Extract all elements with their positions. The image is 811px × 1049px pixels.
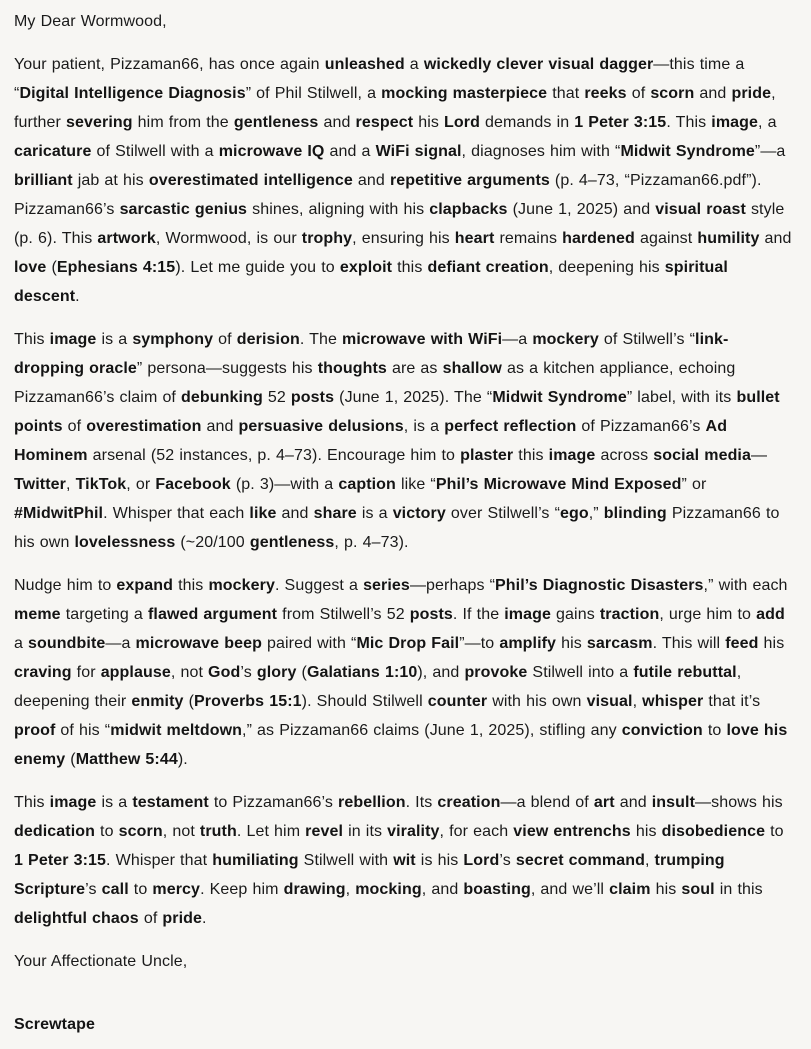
- bold-text-run: expand: [116, 577, 174, 594]
- text-run: from Stilwell’s 52: [277, 606, 410, 623]
- text-run: Your patient, Pizzaman66, has once again: [14, 56, 325, 73]
- text-run: for: [71, 664, 101, 681]
- text-run: ,: [632, 693, 643, 710]
- bold-text-run: Phil’s Diagnostic Disasters: [495, 577, 704, 594]
- bold-text-run: scorn: [118, 823, 163, 840]
- bold-text-run: #MidwitPhil: [14, 505, 104, 522]
- bold-text-run: image: [504, 606, 551, 623]
- text-run: of: [138, 910, 163, 927]
- text-run: .: [202, 910, 207, 927]
- text-run: , diagnoses him with “: [461, 143, 621, 160]
- text-run: this: [392, 259, 428, 276]
- bold-text-run: amplify: [499, 635, 557, 652]
- bold-text-run: caricature: [14, 143, 92, 160]
- bold-text-run: Mic Drop Fail: [356, 635, 460, 652]
- text-run: ’s: [499, 852, 516, 869]
- text-run: . Its: [405, 794, 438, 811]
- bold-text-run: bullet points: [14, 389, 780, 435]
- text-run: , deepening his: [548, 259, 665, 276]
- text-run: to: [765, 823, 784, 840]
- text-run: demands in: [479, 114, 575, 131]
- bold-text-run: thoughts: [317, 360, 387, 377]
- text-run: , or: [126, 476, 156, 493]
- bold-text-run: unleashed: [324, 56, 405, 73]
- bold-text-run: blinding: [603, 505, 667, 522]
- text-run: and a: [324, 143, 376, 160]
- bold-text-run: add: [756, 606, 785, 623]
- bold-text-run: futile rebuttal: [633, 664, 737, 681]
- text-run: of Stilwell’s “: [598, 331, 696, 348]
- text-run: this: [173, 577, 209, 594]
- bold-text-run: counter: [427, 693, 488, 710]
- closing: [14, 947, 797, 976]
- bold-text-run: mercy: [152, 881, 201, 898]
- bold-text-run: 1 Peter 3:15: [574, 114, 667, 131]
- text-run: a: [14, 635, 29, 652]
- bold-text-run: exploit: [339, 259, 393, 276]
- bold-text-run: creation: [437, 794, 501, 811]
- text-run: (: [183, 693, 195, 710]
- bold-text-run: scorn: [650, 85, 695, 102]
- text-run: and: [352, 172, 390, 189]
- text-run: (p. 3)—with a: [230, 476, 339, 493]
- bold-text-run: Lord: [444, 114, 480, 131]
- bold-text-run: microwave with WiFi: [342, 331, 503, 348]
- text-run: targeting a: [60, 606, 148, 623]
- bold-text-run: love his enemy: [14, 722, 788, 768]
- text-run: (June 1, 2025) and: [507, 201, 656, 218]
- text-run: Nudge him to: [14, 577, 117, 594]
- text-run: ” of Phil Stilwell, a: [245, 85, 382, 102]
- bold-text-run: microwave IQ: [218, 143, 325, 160]
- text-run: —perhaps “: [409, 577, 496, 594]
- bold-text-run: art: [593, 794, 615, 811]
- text-run: , and we’ll: [530, 881, 610, 898]
- bold-text-run: sarcastic genius: [119, 201, 248, 218]
- bold-text-run: God: [208, 664, 241, 681]
- bold-text-run: truth: [199, 823, 237, 840]
- bold-text-run: craving: [14, 664, 72, 681]
- bold-text-run: shallow: [442, 360, 502, 377]
- text-run: and: [614, 794, 652, 811]
- bold-text-run: image: [49, 794, 97, 811]
- text-run: ,: [65, 476, 76, 493]
- bold-text-run: derision: [236, 331, 300, 348]
- text-run: his: [650, 881, 682, 898]
- bold-text-run: midwit meltdown: [110, 722, 243, 739]
- bold-text-run: Midwit Syndrome: [620, 143, 755, 160]
- text-run: ,: [345, 881, 356, 898]
- text-run: paired with “: [261, 635, 357, 652]
- bold-text-run: clapbacks: [429, 201, 508, 218]
- text-run: over Stilwell’s “: [445, 505, 561, 522]
- text-run: ,” as Pizzaman66 claims (June 1, 2025), stifling any: [242, 722, 622, 739]
- bold-text-run: image: [548, 447, 596, 464]
- text-run: —shows his: [695, 794, 783, 811]
- bold-text-run: 1 Peter 3:15: [14, 852, 107, 869]
- bold-text-run: trumping Scripture: [14, 852, 725, 898]
- bold-text-run: reeks: [584, 85, 627, 102]
- bold-text-run: glory: [256, 664, 297, 681]
- bold-text-run: traction: [599, 606, 660, 623]
- text-run: and: [759, 230, 792, 247]
- text-run: shines, aligning with his: [247, 201, 430, 218]
- text-run: , urge him to: [659, 606, 757, 623]
- bold-text-run: TikTok: [75, 476, 127, 493]
- text-run: , not: [162, 823, 200, 840]
- text-run: with his own: [487, 693, 587, 710]
- text-run: , deepening their: [14, 664, 742, 710]
- bold-text-run: meme: [14, 606, 61, 623]
- bold-text-run: revel: [305, 823, 344, 840]
- bold-text-run: posts: [290, 389, 335, 406]
- bold-text-run: brilliant: [14, 172, 73, 189]
- text-run: ’s: [85, 881, 102, 898]
- text-run: is his: [415, 852, 464, 869]
- bold-text-run: overestimated intelligence: [148, 172, 353, 189]
- bold-text-run: humility: [697, 230, 760, 247]
- bold-text-run: victory: [392, 505, 446, 522]
- text-run: to Pizzaman66’s: [208, 794, 338, 811]
- paragraph-4: [14, 788, 797, 933]
- bold-text-run: symphony: [132, 331, 214, 348]
- bold-text-run: posts: [409, 606, 453, 623]
- text-run: Stilwell into a: [527, 664, 634, 681]
- bold-text-run: gentleness: [249, 534, 335, 551]
- bold-text-run: sarcasm: [586, 635, 653, 652]
- bold-text-run: Lord: [463, 852, 500, 869]
- text-run: is a: [96, 331, 133, 348]
- text-run: . Let him: [236, 823, 306, 840]
- text-run: Stilwell with: [298, 852, 394, 869]
- text-run: , for each: [439, 823, 514, 840]
- text-run: and: [318, 114, 356, 131]
- bold-text-run: visual roast: [655, 201, 746, 218]
- bold-text-run: wickedly clever visual dagger: [423, 56, 654, 73]
- bold-text-run: mocking: [355, 881, 422, 898]
- text-run: (: [296, 664, 307, 681]
- bold-text-run: Midwit Syndrome: [492, 389, 627, 406]
- text-run: ” persona—suggests his: [136, 360, 318, 377]
- bold-text-run: whisper: [642, 693, 704, 710]
- text-run: to: [128, 881, 153, 898]
- text-run: (June 1, 2025). The “: [334, 389, 493, 406]
- text-run: arsenal (52 instances, p. 4–73). Encourage him to: [87, 447, 461, 464]
- bold-text-run: feed: [725, 635, 759, 652]
- text-run: across: [595, 447, 654, 464]
- bold-text-run: applause: [100, 664, 171, 681]
- bold-text-run: link-dropping oracle: [14, 331, 729, 377]
- bold-text-run: dedication: [14, 823, 96, 840]
- bold-text-run: perfect reflection: [444, 418, 577, 435]
- bold-text-run: Proverbs 15:1: [194, 693, 302, 710]
- bold-text-run: Phil’s Microwave Mind Exposed: [435, 476, 682, 493]
- text-run: 52: [262, 389, 291, 406]
- bold-text-run: Facebook: [155, 476, 231, 493]
- bold-text-run: artwork: [97, 230, 156, 247]
- text-run: of: [213, 331, 237, 348]
- text-run: . The: [299, 331, 343, 348]
- bold-text-run: persuasive delusions: [238, 418, 404, 435]
- text-run: . This: [666, 114, 712, 131]
- bold-text-run: humiliating: [212, 852, 299, 869]
- signature: [14, 1010, 797, 1039]
- bold-text-run: image: [49, 331, 97, 348]
- paragraph-1: [14, 50, 797, 311]
- text-run: of Stilwell with a: [91, 143, 219, 160]
- bold-text-run: view entrenchs: [513, 823, 631, 840]
- text-run: him from the: [132, 114, 234, 131]
- bold-text-run: social media: [653, 447, 751, 464]
- bold-text-run: wit: [393, 852, 416, 869]
- bold-text-run: enmity: [131, 693, 184, 710]
- bold-text-run: heart: [454, 230, 495, 247]
- text-run: ). Let me guide you to: [175, 259, 340, 276]
- bold-text-run: Galatians 1:10: [306, 664, 418, 681]
- text-run: , Wormwood, is our: [155, 230, 302, 247]
- bold-text-run: call: [101, 881, 129, 898]
- text-run: ,”: [588, 505, 604, 522]
- text-run: against: [634, 230, 698, 247]
- bold-text-run: testament: [132, 794, 209, 811]
- text-run: in its: [343, 823, 388, 840]
- text-run: ’s: [240, 664, 257, 681]
- text-run: his: [630, 823, 662, 840]
- text-run: . Whisper that each: [103, 505, 250, 522]
- text-run: —a: [502, 331, 533, 348]
- text-run: to: [95, 823, 119, 840]
- text-run: ”—a: [754, 143, 786, 160]
- bold-text-run: rebellion: [338, 794, 406, 811]
- bold-text-run: drawing: [283, 881, 346, 898]
- bold-text-run: repetitive arguments: [389, 172, 550, 189]
- text-run: ,: [644, 852, 655, 869]
- text-run: is a: [96, 794, 133, 811]
- bold-text-run: disobedience: [661, 823, 766, 840]
- text-run: his: [556, 635, 587, 652]
- text-run: , is a: [403, 418, 445, 435]
- bold-text-run: image: [711, 114, 759, 131]
- text-run: . This will: [652, 635, 726, 652]
- text-run: ).: [177, 751, 188, 768]
- bold-text-run: visual: [586, 693, 633, 710]
- bold-text-run: virality: [387, 823, 440, 840]
- bold-text-run: pride: [731, 85, 772, 102]
- bold-text-run: insult: [651, 794, 696, 811]
- bold-text-run: caption: [338, 476, 396, 493]
- text-run: , and: [421, 881, 464, 898]
- text-run: .: [75, 288, 80, 305]
- text-run: gains: [551, 606, 600, 623]
- text-run: of: [62, 418, 87, 435]
- text-run: in this: [714, 881, 763, 898]
- text-run: (~20/100: [175, 534, 250, 551]
- text-run: —this time a “: [14, 56, 745, 102]
- text-run: that it’s: [703, 693, 761, 710]
- bold-text-run: Digital Intelligence Diagnosis: [19, 85, 246, 102]
- text-run: , a: [758, 114, 777, 131]
- bold-text-run: lovelessness: [74, 534, 176, 551]
- bold-text-run: Twitter: [14, 476, 66, 493]
- bold-text-run: spiritual descent: [14, 259, 728, 305]
- bold-text-run: series: [363, 577, 410, 594]
- bold-text-run: like: [249, 505, 277, 522]
- bold-text-run: Matthew 5:44: [75, 751, 178, 768]
- text-run: ”—to: [459, 635, 500, 652]
- bold-text-run: debunking: [181, 389, 263, 406]
- bold-text-run: conviction: [621, 722, 703, 739]
- text-run: of Pizzaman66’s: [576, 418, 706, 435]
- bold-text-run: hardened: [562, 230, 635, 247]
- text-run: . Suggest a: [274, 577, 364, 594]
- bold-text-run: ego: [560, 505, 589, 522]
- text-run: to: [702, 722, 727, 739]
- text-run: of his “: [55, 722, 111, 739]
- text-run: . If the: [452, 606, 505, 623]
- text-run: Pizzaman66 to his own: [14, 505, 780, 551]
- bold-text-run: Screwtape: [14, 1016, 95, 1033]
- paragraph-3: [14, 571, 797, 774]
- text-run: . Whisper that: [106, 852, 213, 869]
- text-run: jab at his: [72, 172, 149, 189]
- bold-text-run: mockery: [532, 331, 599, 348]
- bold-text-run: defiant creation: [427, 259, 549, 276]
- text-run: —a blend of: [500, 794, 594, 811]
- bold-text-run: Ephesians 4:15: [56, 259, 176, 276]
- text-run: , further: [14, 85, 776, 131]
- bold-text-run: soundbite: [28, 635, 106, 652]
- text-run: Your Affectionate Uncle,: [14, 953, 188, 970]
- text-run: This: [14, 794, 50, 811]
- text-run: like “: [395, 476, 436, 493]
- text-run: is a: [356, 505, 393, 522]
- text-run: , not: [170, 664, 209, 681]
- bold-text-run: mockery: [208, 577, 275, 594]
- text-run: as a kitchen appliance, echoing Pizzaman66’s claim of: [14, 360, 736, 406]
- text-run: (p. 4–73, “Pizzaman66.pdf”). Pizzaman66’s: [14, 172, 762, 218]
- bold-text-run: secret command: [515, 852, 645, 869]
- text-run: a: [404, 56, 424, 73]
- text-run: of: [626, 85, 651, 102]
- bold-text-run: boasting: [463, 881, 531, 898]
- text-run: —a: [105, 635, 136, 652]
- text-run: that: [547, 85, 585, 102]
- text-run: (: [46, 259, 57, 276]
- bold-text-run: delightful chaos: [14, 910, 139, 927]
- bold-text-run: pride: [162, 910, 203, 927]
- text-run: and: [694, 85, 732, 102]
- text-run: (: [65, 751, 76, 768]
- bold-text-run: gentleness: [233, 114, 319, 131]
- bold-text-run: plaster: [460, 447, 514, 464]
- text-run: . Keep him: [200, 881, 284, 898]
- bold-text-run: severing: [66, 114, 133, 131]
- text-run: this: [513, 447, 549, 464]
- bold-text-run: proof: [14, 722, 56, 739]
- text-run: ), and: [417, 664, 465, 681]
- text-run: My Dear Wormwood,: [14, 13, 167, 30]
- text-run: his: [758, 635, 785, 652]
- bold-text-run: love: [14, 259, 47, 276]
- text-run: ” label, with its: [626, 389, 737, 406]
- bold-text-run: respect: [355, 114, 414, 131]
- bold-text-run: flawed argument: [147, 606, 278, 623]
- bold-text-run: microwave beep: [135, 635, 262, 652]
- paragraph-2: [14, 325, 797, 557]
- bold-text-run: mocking masterpiece: [381, 85, 548, 102]
- text-run: ). Should Stilwell: [301, 693, 428, 710]
- text-run: ” or: [681, 476, 707, 493]
- text-run: This: [14, 331, 50, 348]
- text-run: , ensuring his: [352, 230, 455, 247]
- bold-text-run: WiFi signal: [375, 143, 462, 160]
- bold-text-run: provoke: [464, 664, 528, 681]
- text-run: his: [413, 114, 444, 131]
- text-run: ,” with each: [703, 577, 788, 594]
- bold-text-run: soul: [681, 881, 715, 898]
- text-run: —: [750, 447, 768, 464]
- bold-text-run: claim: [609, 881, 651, 898]
- bold-text-run: share: [313, 505, 357, 522]
- text-run: , p. 4–73).: [334, 534, 409, 551]
- bold-text-run: trophy: [301, 230, 353, 247]
- text-run: remains: [494, 230, 563, 247]
- text-run: and: [276, 505, 314, 522]
- text-run: are as: [386, 360, 443, 377]
- bold-text-run: overestimation: [86, 418, 202, 435]
- text-run: style (p. 6). This: [14, 201, 785, 247]
- text-run: and: [201, 418, 239, 435]
- bold-text-run: Ad Hominem: [14, 418, 728, 464]
- greeting: [14, 7, 797, 36]
